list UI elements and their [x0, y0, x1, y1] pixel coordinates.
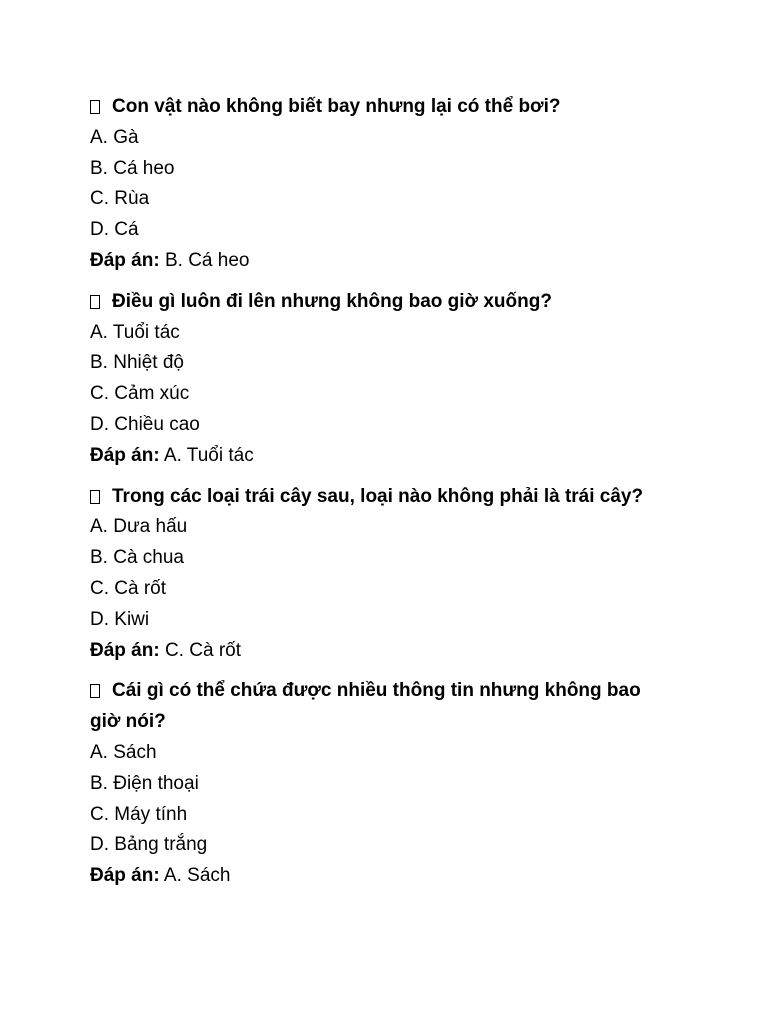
option-a: A. Dưa hấu [90, 516, 188, 538]
option-d: D. Bảng trắng [90, 834, 208, 856]
answer-line [90, 441, 655, 472]
option-d: D. Chiều cao [90, 413, 200, 435]
option-d: D. Kiwi [90, 608, 150, 630]
answer-value: C. Cà rốt [164, 639, 241, 661]
question-text: Con vật nào không biết bay nhưng lại có thể bơi? [112, 96, 561, 117]
question-line [90, 92, 655, 123]
option-a: A. Tuổi tác [90, 321, 180, 343]
answer-label: Đáp án: [90, 865, 160, 887]
quiz-content [90, 92, 655, 902]
answer-value: A. Tuổi tác [163, 444, 254, 466]
option-a: A. Sách [90, 741, 157, 763]
option-c: C. Rùa [90, 188, 150, 210]
missing-glyph-icon [90, 684, 100, 698]
answer-line [90, 636, 655, 667]
missing-glyph-icon [90, 100, 100, 114]
missing-glyph-icon [90, 490, 100, 504]
option-a: A. Gà [90, 126, 139, 148]
answer-line [90, 246, 655, 277]
option-b: B. Cá heo [90, 157, 175, 179]
question-block [90, 287, 655, 472]
question-line [90, 482, 655, 513]
option-b: B. Nhiệt độ [90, 352, 184, 374]
missing-glyph-icon [90, 295, 100, 309]
option-c: C. Cà rốt [90, 577, 167, 599]
question-line [90, 287, 655, 318]
answer-label: Đáp án: [90, 639, 160, 661]
question-line [90, 676, 655, 738]
answer-value: A. Sách [163, 865, 231, 887]
question-text: Điều gì luôn đi lên nhưng không bao giờ xuống? [112, 290, 552, 312]
option-c: C. Máy tính [90, 803, 188, 825]
option-c: C. Cảm xúc [90, 383, 190, 405]
option-b: B. Cà chua [90, 547, 184, 569]
option-b: B. Điện thoại [90, 772, 199, 794]
question-text: Cái gì có thể chứa được nhiều thông tin nhưng không bao giờ nói? [90, 680, 641, 733]
question-block [90, 92, 655, 277]
answer-value: B. Cá heo [164, 249, 250, 271]
question-text: Trong các loại trái cây sau, loại nào không phải là trái cây? [112, 485, 644, 507]
answer-label: Đáp án: [90, 444, 160, 466]
question-block [90, 482, 655, 667]
answer-label: Đáp án: [90, 249, 160, 271]
option-d: D. Cá [90, 219, 139, 241]
answer-line [90, 861, 655, 892]
question-block [90, 676, 655, 892]
